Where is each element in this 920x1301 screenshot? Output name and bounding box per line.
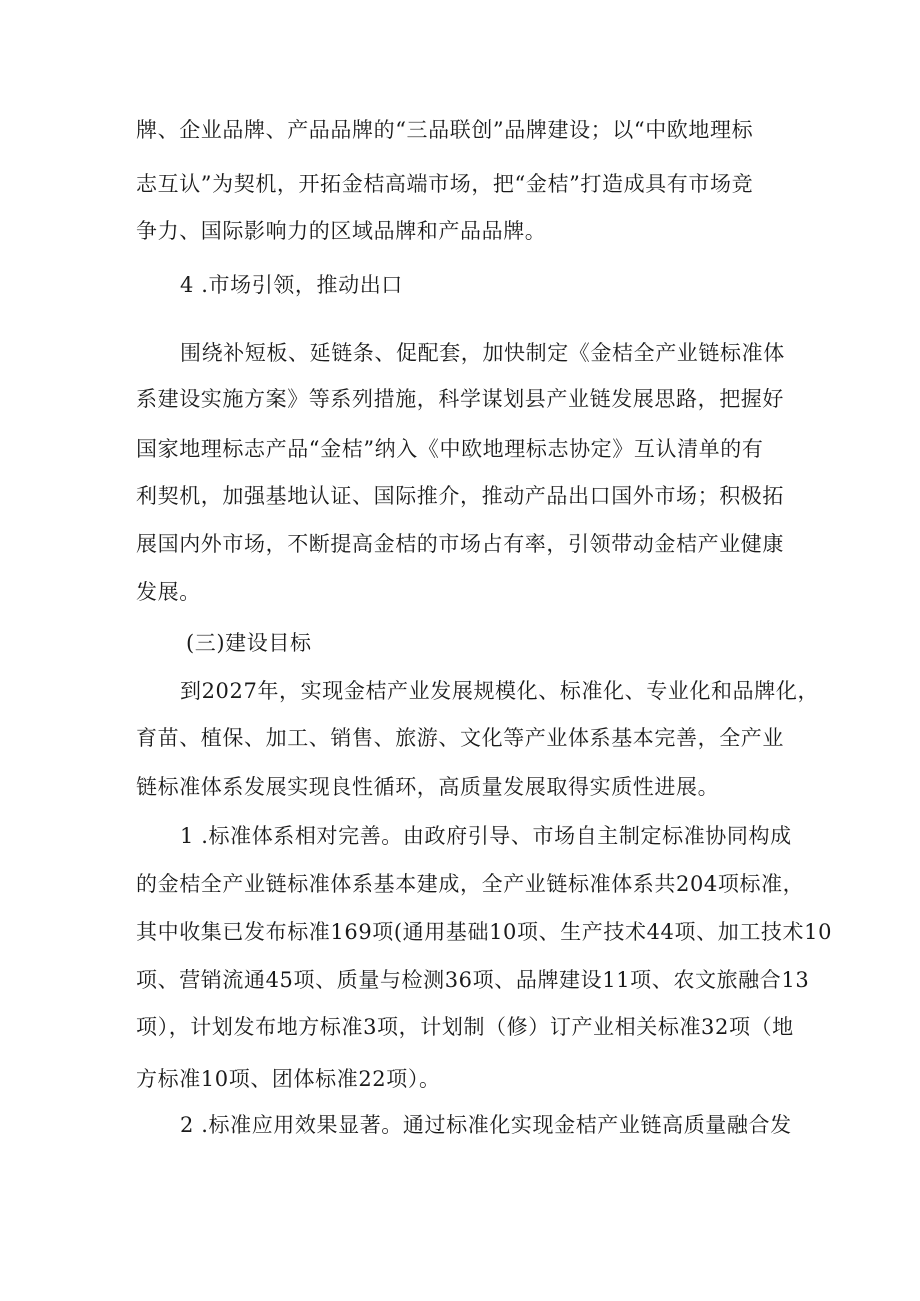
body-text-line: 的金桔全产业链标准体系基本建成，全产业链标准体系共204项标准， [136, 872, 805, 896]
body-text-line: 牌、企业品牌、产品品牌的“三品联创”品牌建设；以“中欧地理标 [136, 118, 754, 142]
numbered-paragraph-1: 1 .标准体系相对完善。由政府引导、市场自主制定标准协同构成 [180, 824, 792, 848]
body-text-line: 链标准体系发展实现良性循环，高质量发展取得实质性进展。 [136, 775, 720, 799]
section-heading-4: 4 .市场引领，推动出口 [180, 273, 403, 297]
body-text-line: 到2027年，实现金桔产业发展规模化、标准化、专业化和品牌化， [180, 679, 820, 703]
body-text-line: 项），计划发布地方标准3项，计划制（修）订产业相关标准32项（地 [136, 1015, 794, 1039]
body-text-line: 方标准10项、团体标准22项）。 [136, 1067, 441, 1091]
body-text-line: 志互认”为契机，开拓金桔高端市场，把“金桔”打造成具有市场竞 [136, 172, 754, 196]
body-text-line: 利契机，加强基地认证、国际推介，推动产品出口国外市场；积极拓 [136, 484, 784, 508]
body-text-line: 其中收集已发布标准169项(通用基础10项、生产技术44项、加工技术10 [136, 920, 833, 944]
body-text-line: 项、营销流通45项、质量与检测36项、品牌建设11项、农文旅融合13 [136, 968, 810, 992]
body-text-line: 发展。 [136, 580, 201, 604]
numbered-paragraph-2: 2 .标准应用效果显著。通过标准化实现金桔产业链高质量融合发 [180, 1113, 792, 1137]
section-heading-3: (三)建设目标 [186, 631, 312, 655]
body-text-line: 国家地理标志产品“金桔”纳入《中欧地理标志协定》互认清单的有 [136, 437, 764, 461]
body-text-line: 育苗、植保、加工、销售、旅游、文化等产业体系基本完善，全产业 [136, 726, 784, 750]
body-text-line: 围绕补短板、延链条、促配套，加快制定《金桔全产业链标准体 [180, 341, 785, 365]
body-text-line: 展国内外市场，不断提高金桔的市场占有率，引领带动金桔产业健康 [136, 532, 784, 556]
body-text-line: 系建设实施方案》等系列措施，科学谋划县产业链发展思路，把握好 [136, 387, 784, 411]
body-text-line: 争力、国际影响力的区域品牌和产品品牌。 [136, 219, 547, 243]
